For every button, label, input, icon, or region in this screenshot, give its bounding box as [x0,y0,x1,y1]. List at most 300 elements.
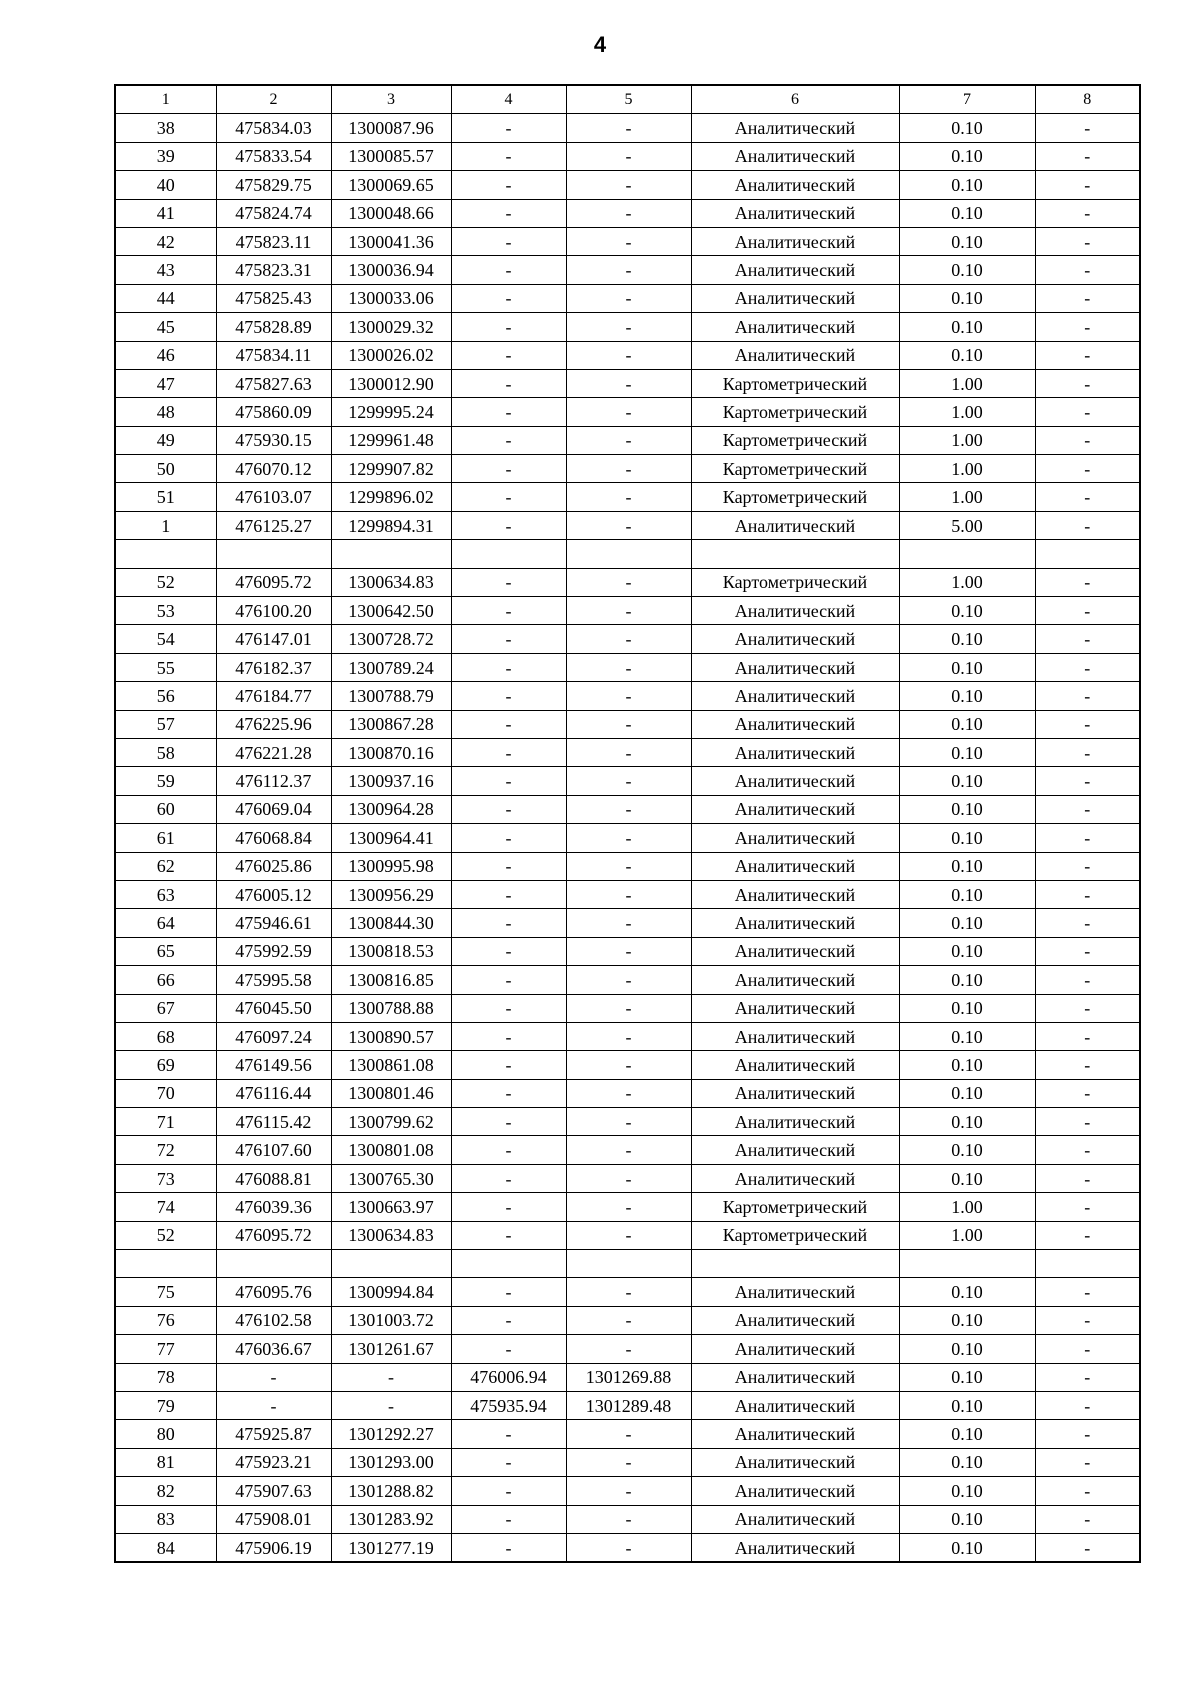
table-cell: 476115.42 [216,1108,331,1136]
table-cell: 0.10 [899,284,1035,312]
table-separator-row [115,540,1140,568]
table-row [115,1193,1140,1221]
table-cell: 0.10 [899,994,1035,1022]
table-cell: 475834.03 [216,114,331,142]
table-cell: 1300994.84 [331,1278,451,1306]
table-cell: - [451,795,566,823]
table-cell: 0.10 [899,937,1035,965]
table-cell: 1301283.92 [331,1505,451,1533]
table-cell: - [1035,937,1140,965]
table-cell: 66 [115,966,216,994]
table-cell: 1300995.98 [331,852,451,880]
table-row [115,937,1140,965]
table-cell: 0.10 [899,114,1035,142]
table-cell: 1299961.48 [331,426,451,454]
table-cell: - [566,455,691,483]
table-row [115,653,1140,681]
table-cell: Аналитический [691,1306,899,1334]
table-cell: 475829.75 [216,171,331,199]
table-cell: 0.10 [899,199,1035,227]
table-cell: 0.10 [899,1164,1035,1192]
table-cell: - [451,369,566,397]
table-row [115,199,1140,227]
table-cell: 0.10 [899,1335,1035,1363]
table-cell: - [1035,1420,1140,1448]
table-cell: 476225.96 [216,710,331,738]
table-cell: 5.00 [899,511,1035,539]
table-cell [566,1250,691,1278]
table-cell: - [566,1193,691,1221]
table-separator-row [115,1250,1140,1278]
table-cell: - [451,597,566,625]
table-cell: - [1035,1051,1140,1079]
table-cell: 0.10 [899,966,1035,994]
table-cell: 476102.58 [216,1306,331,1334]
table-cell: Картометрический [691,426,899,454]
table-cell: 1300012.90 [331,369,451,397]
table-cell: 475823.11 [216,227,331,255]
table-cell: - [566,114,691,142]
table-cell: 61 [115,824,216,852]
table-cell: 52 [115,1221,216,1249]
table-cell: 475833.54 [216,142,331,170]
table-cell: - [566,1221,691,1249]
table-cell: 475824.74 [216,199,331,227]
table-cell: 0.10 [899,909,1035,937]
table-cell: - [566,341,691,369]
table-cell: Аналитический [691,1164,899,1192]
table-cell: Аналитический [691,625,899,653]
table-cell: 0.10 [899,1022,1035,1050]
table-cell: Аналитический [691,909,899,937]
table-cell: 68 [115,1022,216,1050]
table-cell: 476147.01 [216,625,331,653]
table-cell: - [451,852,566,880]
table-row [115,114,1140,142]
table-cell: 0.10 [899,1363,1035,1391]
table-cell: 1300036.94 [331,256,451,284]
table-cell: 476100.20 [216,597,331,625]
table-cell: 1300956.29 [331,880,451,908]
table-row [115,483,1140,511]
table-row [115,313,1140,341]
table-cell: - [451,1221,566,1249]
table-cell: 476103.07 [216,483,331,511]
table-cell: Аналитический [691,1108,899,1136]
table-cell: 476184.77 [216,682,331,710]
table-cell: - [1035,1278,1140,1306]
table-cell: 58 [115,738,216,766]
table-cell: - [1035,227,1140,255]
table-cell: - [1035,1363,1140,1391]
table-cell: Аналитический [691,1420,899,1448]
table-cell: - [566,142,691,170]
table-cell: 1300026.02 [331,341,451,369]
table-cell: - [566,1079,691,1107]
table-cell: - [451,1477,566,1505]
table-cell: - [451,1420,566,1448]
table-cell: 83 [115,1505,216,1533]
table-cell: 476070.12 [216,455,331,483]
table-cell: 1299907.82 [331,455,451,483]
table-cell [216,540,331,568]
table-cell: - [566,256,691,284]
table-cell: Аналитический [691,937,899,965]
table-cell: 475908.01 [216,1505,331,1533]
table-cell: 1301293.00 [331,1448,451,1476]
table-cell: 78 [115,1363,216,1391]
table-cell: - [1035,738,1140,766]
table-cell: 475923.21 [216,1448,331,1476]
table-cell: 476068.84 [216,824,331,852]
table-cell: 39 [115,142,216,170]
table-cell: 74 [115,1193,216,1221]
table-cell: 476149.56 [216,1051,331,1079]
table-cell: Картометрический [691,455,899,483]
table-cell: - [451,880,566,908]
table-cell: 1300870.16 [331,738,451,766]
table-cell: - [451,1079,566,1107]
table-row [115,767,1140,795]
table-cell: - [566,937,691,965]
table-cell: 475825.43 [216,284,331,312]
table-cell: - [1035,341,1140,369]
table-cell: 476097.24 [216,1022,331,1050]
table-cell: 476182.37 [216,653,331,681]
table-row [115,1164,1140,1192]
table-cell: 0.10 [899,738,1035,766]
table-cell: - [1035,1022,1140,1050]
table-cell: 0.10 [899,313,1035,341]
table-cell: - [451,284,566,312]
table-cell: 1300801.46 [331,1079,451,1107]
table-cell: Аналитический [691,1278,899,1306]
table-cell: 475823.31 [216,256,331,284]
table-cell: Аналитический [691,682,899,710]
table-cell: Картометрический [691,398,899,426]
table-cell: - [451,114,566,142]
table-cell: 43 [115,256,216,284]
table-cell: 1.00 [899,483,1035,511]
table-cell: 1301288.82 [331,1477,451,1505]
coordinates-table [114,84,1141,1563]
column-header-3: 3 [331,85,451,114]
table-cell: 1300048.66 [331,199,451,227]
table-cell: 1300890.57 [331,1022,451,1050]
table-cell: - [1035,653,1140,681]
table-cell: - [566,398,691,426]
table-cell: Аналитический [691,1136,899,1164]
table-cell: 48 [115,398,216,426]
table-cell: 476036.67 [216,1335,331,1363]
table-cell [451,540,566,568]
table-cell: 76 [115,1306,216,1334]
table-cell: 1300634.83 [331,1221,451,1249]
table-cell [566,540,691,568]
table-cell: 476095.72 [216,1221,331,1249]
table-cell: Аналитический [691,710,899,738]
table-cell: - [451,937,566,965]
table-cell: - [1035,171,1140,199]
table-cell: - [566,880,691,908]
table-cell: - [566,1477,691,1505]
table-cell: 1300861.08 [331,1051,451,1079]
table-cell: 476107.60 [216,1136,331,1164]
table-cell: - [566,1505,691,1533]
table-cell: - [1035,1221,1140,1249]
table-cell: 0.10 [899,852,1035,880]
table-cell: Аналитический [691,341,899,369]
table-row [115,1108,1140,1136]
table-cell: 59 [115,767,216,795]
table-cell: 1300041.36 [331,227,451,255]
table-cell: - [451,1533,566,1562]
table-cell: 1.00 [899,426,1035,454]
table-cell: 1301003.72 [331,1306,451,1334]
table-cell: 75 [115,1278,216,1306]
table-row [115,1505,1140,1533]
table-cell: 1.00 [899,1221,1035,1249]
table-cell: - [1035,1448,1140,1476]
table-cell: 0.10 [899,1391,1035,1419]
table-row [115,398,1140,426]
table-cell: 475907.63 [216,1477,331,1505]
table-cell: 0.10 [899,1136,1035,1164]
table-cell: Аналитический [691,852,899,880]
table-cell: - [566,313,691,341]
table-cell: 1.00 [899,568,1035,596]
table-cell: - [566,966,691,994]
table-cell: - [566,795,691,823]
table-cell [331,1250,451,1278]
table-cell: 51 [115,483,216,511]
table-cell: 476116.44 [216,1079,331,1107]
table-cell: 476088.81 [216,1164,331,1192]
table-cell: 71 [115,1108,216,1136]
table-cell: 476221.28 [216,738,331,766]
table-cell: - [1035,880,1140,908]
table-row [115,795,1140,823]
table-cell: Аналитический [691,880,899,908]
table-cell: - [451,455,566,483]
table-cell: - [1035,1164,1140,1192]
table-cell: - [1035,710,1140,738]
table-cell: 41 [115,199,216,227]
table-cell: - [1035,1136,1140,1164]
table-cell: 38 [115,114,216,142]
table-cell: 45 [115,313,216,341]
table-cell: Картометрический [691,483,899,511]
table-cell: Аналитический [691,1051,899,1079]
table-cell: 84 [115,1533,216,1562]
table-cell: - [566,227,691,255]
table-cell: - [566,171,691,199]
table-cell: - [451,1448,566,1476]
table-cell: 49 [115,426,216,454]
table-cell: - [566,710,691,738]
table-cell: 1300788.88 [331,994,451,1022]
table-cell: - [451,1164,566,1192]
table-cell: - [451,568,566,596]
table-cell: Аналитический [691,738,899,766]
table-cell: 476006.94 [451,1363,566,1391]
table-cell: - [1035,682,1140,710]
table-cell: - [566,909,691,937]
table-cell: 0.10 [899,1079,1035,1107]
table-cell: 1300789.24 [331,653,451,681]
table-cell: 475834.11 [216,341,331,369]
table-cell: - [451,1108,566,1136]
table-cell: Аналитический [691,994,899,1022]
column-header-7: 7 [899,85,1035,114]
table-cell: - [216,1391,331,1419]
table-cell: - [451,1051,566,1079]
table-cell: - [1035,1335,1140,1363]
table-cell: - [566,1335,691,1363]
table-cell: Аналитический [691,1477,899,1505]
table-cell [1035,540,1140,568]
table-cell: 0.10 [899,1108,1035,1136]
table-cell: - [1035,511,1140,539]
table-row [115,710,1140,738]
table-row [115,426,1140,454]
table-cell: 53 [115,597,216,625]
table-cell: - [1035,1477,1140,1505]
table-cell: 1.00 [899,455,1035,483]
table-cell: 0.10 [899,710,1035,738]
table-cell: - [1035,142,1140,170]
table-cell: - [1035,369,1140,397]
table-cell: - [566,284,691,312]
table-cell: Аналитический [691,1448,899,1476]
table-cell: 476125.27 [216,511,331,539]
table-cell: 0.10 [899,597,1035,625]
table-cell: 1300937.16 [331,767,451,795]
table-cell: Аналитический [691,597,899,625]
table-cell: 0.10 [899,880,1035,908]
table-row [115,738,1140,766]
table-cell: 1.00 [899,1193,1035,1221]
table-cell: - [1035,909,1140,937]
table-cell: 46 [115,341,216,369]
table-cell: - [566,199,691,227]
table-cell: - [566,1533,691,1562]
table-cell: 0.10 [899,795,1035,823]
table-cell: - [566,625,691,653]
table-cell: - [566,1448,691,1476]
table-cell: Аналитический [691,114,899,142]
table-cell: - [331,1391,451,1419]
table-cell: - [451,909,566,937]
table-row [115,227,1140,255]
table-cell: - [1035,1533,1140,1562]
table-cell: 1300033.06 [331,284,451,312]
table-cell: 54 [115,625,216,653]
table-cell: 476045.50 [216,994,331,1022]
table-body [115,114,1140,1562]
table-row [115,568,1140,596]
table-cell [899,540,1035,568]
table-cell: - [451,313,566,341]
table-cell: 72 [115,1136,216,1164]
table-cell: Аналитический [691,227,899,255]
table-cell: 1300867.28 [331,710,451,738]
column-header-6: 6 [691,85,899,114]
table-cell: - [566,738,691,766]
table-cell: 476095.76 [216,1278,331,1306]
table-cell: 81 [115,1448,216,1476]
table-cell: 65 [115,937,216,965]
table-cell: 56 [115,682,216,710]
table-cell: Аналитический [691,1391,899,1419]
table-cell: - [451,227,566,255]
table-row [115,1477,1140,1505]
table-cell: 73 [115,1164,216,1192]
table-cell: 476069.04 [216,795,331,823]
table-cell: - [566,1051,691,1079]
table-cell: Аналитический [691,284,899,312]
table-cell: - [451,142,566,170]
table-cell: - [451,653,566,681]
table-cell: Картометрический [691,1221,899,1249]
table-cell: 475935.94 [451,1391,566,1419]
table-cell: 60 [115,795,216,823]
table-cell [115,540,216,568]
table-cell: - [451,1278,566,1306]
table-row [115,1136,1140,1164]
table-cell: 0.10 [899,171,1035,199]
table-cell: - [1035,966,1140,994]
table-cell: - [566,824,691,852]
column-header-1: 1 [115,85,216,114]
table-cell: - [451,256,566,284]
table-cell: 0.10 [899,1448,1035,1476]
table-cell: - [451,682,566,710]
table-cell: - [1035,625,1140,653]
table-row [115,142,1140,170]
table-cell [331,540,451,568]
table-cell: - [1035,256,1140,284]
table-row [115,1420,1140,1448]
table-cell: 1300728.72 [331,625,451,653]
table-cell: 1300634.83 [331,568,451,596]
table-cell: 1299896.02 [331,483,451,511]
table-cell: Аналитический [691,199,899,227]
table-cell: Аналитический [691,1505,899,1533]
page-number: 4 [593,32,607,57]
table-row [115,1335,1140,1363]
table-cell: Аналитический [691,1079,899,1107]
table-cell: - [1035,824,1140,852]
table-cell: Аналитический [691,171,899,199]
table-cell: 1301292.27 [331,1420,451,1448]
table-cell: 0.10 [899,767,1035,795]
table-row [115,1391,1140,1419]
table-row [115,1079,1140,1107]
table-cell: - [451,625,566,653]
table-row [115,341,1140,369]
table-cell: Аналитический [691,1022,899,1050]
table-cell: - [566,994,691,1022]
table-cell: Аналитический [691,767,899,795]
table-cell: - [451,966,566,994]
table-cell: - [566,653,691,681]
table-header-row [115,85,1140,114]
table-cell: Аналитический [691,795,899,823]
table-cell: 476112.37 [216,767,331,795]
table-cell: 0.10 [899,142,1035,170]
table-cell: 475860.09 [216,398,331,426]
